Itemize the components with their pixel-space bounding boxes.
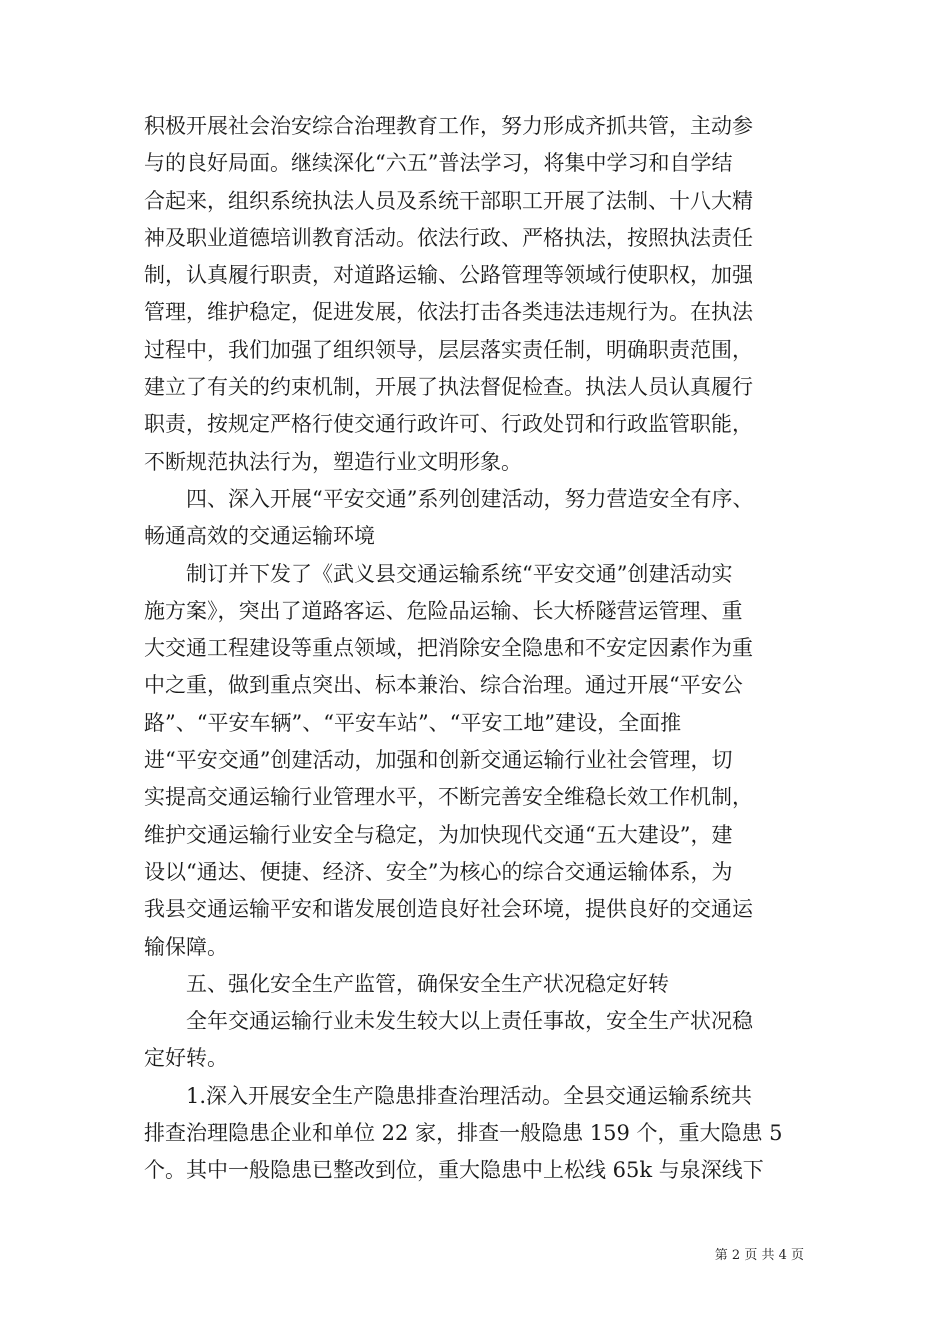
text-line: 神及职业道德培训教育活动。依法行政、严格执法，按照执法责任 — [144, 225, 753, 250]
text-line: 不断规范执法行为，塑造行业文明形象。 — [144, 449, 522, 474]
text-line: 排查治理隐患企业和单位 22 家，排查一般隐患 159 个，重大隐患 5 — [144, 1121, 783, 1146]
text-line: 与的良好局面。继续深化“六五”普法学习，将集中学习和自学结 — [144, 151, 733, 176]
text-line: 五、强化安全生产监管，确保安全生产状况稳定好转 — [186, 971, 669, 996]
text-line: 进“平安交通”创建活动，加强和创新交通运输行业社会管理，切 — [144, 748, 733, 773]
text-line: 管理，维护稳定，促进发展，依法打击各类违法违规行为。在执法 — [144, 300, 753, 325]
text-line: 职责，按规定严格行使交通行政许可、行政处罚和行政监管职能， — [144, 412, 753, 437]
text-line: 大交通工程建设等重点领域，把消除安全隐患和不安定因素作为重 — [144, 636, 753, 661]
text-line: 合起来，组织系统执法人员及系统干部职工开展了法制、十八大精 — [144, 188, 753, 213]
page-number-footer: 第 2 页 共 4 页 — [714, 1248, 804, 1263]
text-line: 定好转。 — [144, 1046, 228, 1071]
text-line: 1.深入开展安全生产隐患排查治理活动。全县交通运输系统共 — [186, 1083, 753, 1108]
text-line: 个。其中一般隐患已整改到位，重大隐患中上松线 65k 与泉深线下 — [144, 1158, 764, 1183]
text-line: 维护交通运输行业安全与稳定，为加快现代交通“五大建设”，建 — [144, 822, 733, 847]
text-line: 积极开展社会治安综合治理教育工作，努力形成齐抓共管，主动参 — [144, 114, 753, 138]
text-line: 制订并下发了《武义县交通运输系统“平安交通”创建活动实 — [186, 561, 733, 586]
text-line: 全年交通运输行业未发生较大以上责任事故，安全生产状况稳 — [186, 1009, 753, 1034]
text-line: 畅通高效的交通运输环境 — [144, 524, 375, 549]
document-body — [144, 108, 812, 1190]
text-line: 制，认真履行职责，对道路运输、公路管理等领域行使职权，加强 — [144, 263, 753, 288]
text-line: 施方案》，突出了道路客运、危险品运输、长大桥隧营运管理、重 — [144, 598, 743, 623]
text-line: 我县交通运输平安和谐发展创造良好社会环境，提供良好的交通运 — [144, 897, 753, 922]
text-line: 路”、“平安车辆”、“平安车站”、“平安工地”建设，全面推 — [144, 710, 682, 735]
text-line: 过程中，我们加强了组织领导，层层落实责任制，明确职责范围， — [144, 337, 753, 362]
text-line: 设以“通达、便捷、经济、安全”为核心的综合交通运输体系，为 — [144, 859, 733, 884]
text-line: 中之重，做到重点突出、标本兼治、综合治理。通过开展“平安公 — [144, 673, 743, 698]
text-line: 实提高交通运输行业管理水平，不断完善安全维稳长效工作机制， — [144, 785, 753, 810]
text-line: 建立了有关的约束机制，开展了执法督促检查。执法人员认真履行 — [144, 375, 753, 400]
text-line: 四、深入开展“平安交通”系列创建活动，努力营造安全有序、 — [186, 486, 754, 511]
text-line: 输保障。 — [144, 934, 228, 959]
